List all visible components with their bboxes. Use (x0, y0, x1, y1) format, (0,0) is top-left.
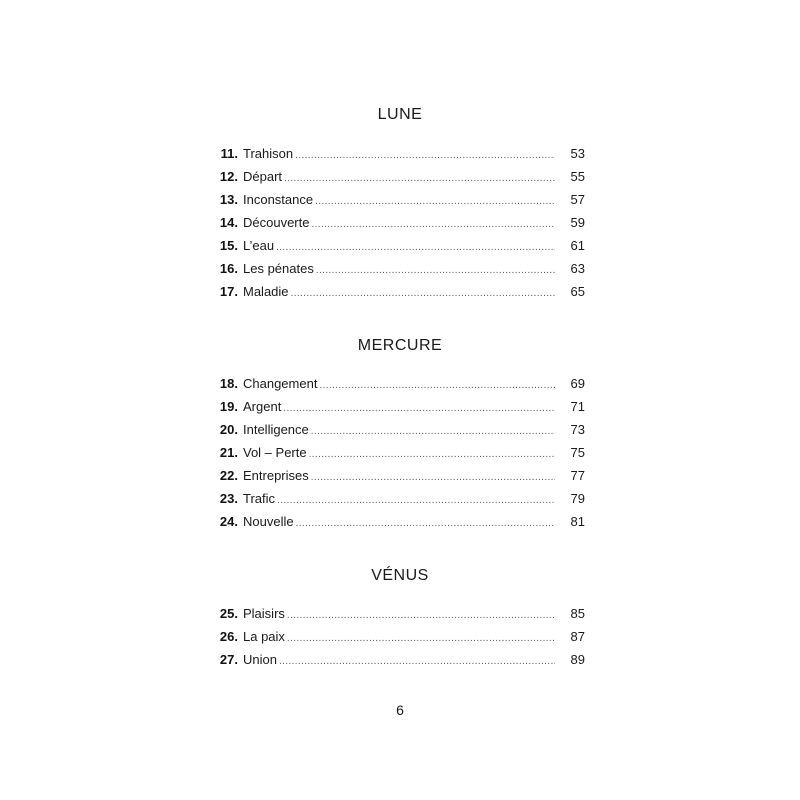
entry-page: 75 (570, 445, 585, 460)
toc-entry (210, 510, 585, 533)
toc-entry (210, 648, 585, 671)
entry-title: Changement (243, 376, 318, 391)
section-title-mercure: MERCURE (357, 337, 443, 354)
entry-number: 15. (219, 238, 238, 253)
toc-entry (210, 280, 585, 303)
entry-page: 77 (570, 468, 585, 483)
entry-page: 81 (570, 514, 585, 529)
entry-number: 21. (219, 445, 238, 460)
toc-entry (210, 441, 585, 464)
section-title-venus: VÉNUS (371, 567, 429, 584)
entry-number: 22. (219, 468, 238, 483)
entry-page: 89 (570, 652, 585, 667)
entry-number: 23. (219, 491, 238, 506)
dot-leader (277, 489, 555, 512)
toc-entry (210, 372, 585, 395)
toc-entry (210, 625, 585, 648)
entry-title: Inconstance (243, 192, 314, 207)
entry-title: Intelligence (243, 422, 309, 437)
entry-page: 69 (570, 376, 585, 391)
entry-title: Les pénates (243, 261, 314, 276)
entry-title: Trafic (243, 491, 276, 506)
toc-list-lune (210, 142, 585, 303)
toc-entry (210, 395, 585, 418)
toc-entry (210, 211, 585, 234)
entry-number: 17. (219, 284, 238, 299)
dot-leader (311, 420, 555, 443)
dot-leader (296, 512, 555, 535)
entry-number: 13. (219, 192, 238, 207)
section-title-lune: LUNE (377, 106, 423, 123)
entry-page: 59 (570, 215, 585, 230)
entry-title: Vol – Perte (243, 445, 307, 460)
dot-leader (316, 259, 555, 282)
entry-title: Trahison (243, 146, 294, 161)
entry-number: 25. (219, 606, 238, 621)
entry-page: 85 (570, 606, 585, 621)
entry-page: 79 (570, 491, 585, 506)
entry-number: 24. (219, 514, 238, 529)
dot-leader (276, 236, 555, 259)
entry-page: 73 (570, 422, 585, 437)
entry-number: 18. (219, 376, 238, 391)
entry-number: 27. (219, 652, 238, 667)
toc-entry (210, 418, 585, 441)
toc-list-venus (210, 602, 585, 671)
entry-title: Maladie (243, 284, 289, 299)
toc-list-mercure (210, 372, 585, 533)
toc-entry (210, 602, 585, 625)
entry-number: 11. (220, 146, 238, 161)
dot-leader (309, 443, 555, 466)
entry-title: Argent (243, 399, 282, 414)
dot-leader (291, 282, 555, 305)
dot-leader (315, 190, 555, 213)
entry-page: 57 (570, 192, 585, 207)
toc-entry (210, 487, 585, 510)
entry-title: Découverte (243, 215, 310, 230)
entry-title: Entreprises (243, 468, 309, 483)
dot-leader (311, 213, 555, 236)
entry-page: 55 (570, 169, 585, 184)
dot-leader (319, 374, 555, 397)
toc-entry (210, 188, 585, 211)
dot-leader (284, 167, 555, 190)
toc-entry (210, 257, 585, 280)
toc-entry (210, 165, 585, 188)
toc-entry (210, 142, 585, 165)
entry-title: Union (243, 652, 277, 667)
entry-title: Plaisirs (243, 606, 285, 621)
entry-page: 71 (570, 399, 585, 414)
entry-page: 61 (570, 238, 585, 253)
entry-page: 87 (570, 629, 585, 644)
dot-leader (311, 466, 555, 489)
dot-leader (295, 144, 555, 167)
toc-entry (210, 464, 585, 487)
entry-number: 26. (219, 629, 238, 644)
entry-title: Nouvelle (243, 514, 294, 529)
entry-page: 63 (570, 261, 585, 276)
entry-number: 20. (219, 422, 238, 437)
dot-leader (283, 397, 555, 420)
toc-entry (210, 234, 585, 257)
entry-number: 14. (219, 215, 238, 230)
entry-number: 19. (219, 399, 238, 414)
entry-number: 12. (219, 169, 238, 184)
dot-leader (287, 627, 555, 650)
entry-number: 16. (219, 261, 238, 276)
page-number: 6 (396, 702, 404, 718)
entry-page: 53 (570, 146, 585, 161)
entry-page: 65 (570, 284, 585, 299)
dot-leader (279, 650, 555, 673)
dot-leader (287, 604, 555, 627)
entry-title: La paix (243, 629, 285, 644)
entry-title: Départ (243, 169, 283, 184)
entry-title: L’eau (243, 238, 275, 253)
